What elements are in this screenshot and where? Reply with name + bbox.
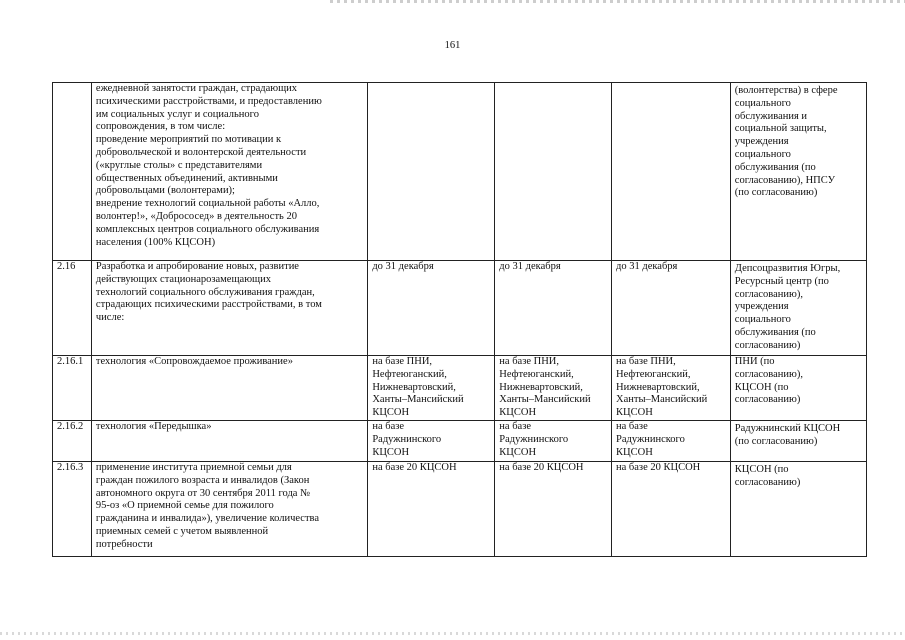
measures-table — [52, 82, 867, 557]
cell-deadline-2: до 31 декабря — [495, 261, 612, 356]
cell-measure: Разработка и апробирование новых, развитие действующих стационарозамещающих технологий социального обслуживания граждан, страдающих психическими расстройствами, в том числе: — [91, 261, 367, 356]
table-row — [53, 83, 867, 261]
cell-number: 2.16 — [53, 261, 92, 356]
cell-deadline-1: на базе ПНИ, Нефтеюганский, Нижневартовский, Ханты–Мансийский КЦСОН — [368, 356, 495, 421]
table-row — [53, 356, 867, 421]
cell-responsible: (волонтерства) в сфере социального обслуживания и социальной защиты, учреждения социального обслуживания (по согласованию), НПСУ (по согласованию) — [730, 83, 866, 261]
cell-deadline-1 — [368, 83, 495, 261]
cell-number — [53, 83, 92, 261]
cell-number: 2.16.1 — [53, 356, 92, 421]
cell-deadline-3 — [612, 83, 731, 261]
cell-number: 2.16.3 — [53, 462, 92, 557]
cell-deadline-1: до 31 декабря — [368, 261, 495, 356]
cell-deadline-3: до 31 декабря — [612, 261, 731, 356]
cell-deadline-3: на базе ПНИ, Нефтеюганский, Нижневартовский, Ханты–Мансийский КЦСОН — [612, 356, 731, 421]
table-row — [53, 261, 867, 356]
cell-measure: применение института приемной семьи для граждан пожилого возраста и инвалидов (Закон автономного округа от 30 сентября 2011 года № 95-оз «О приемной семье для пожилого гражданина и инвалида»), увеличение количества приемных семей с учетом выявленной потребности — [91, 462, 367, 557]
cell-responsible: ПНИ (по согласованию), КЦСОН (по согласованию) — [730, 356, 866, 421]
cell-deadline-2: на базе 20 КЦСОН — [495, 462, 612, 557]
cell-deadline-3: на базе Радужнинского КЦСОН — [612, 421, 731, 462]
cell-deadline-1: на базе 20 КЦСОН — [368, 462, 495, 557]
table-row — [53, 421, 867, 462]
cell-deadline-2 — [495, 83, 612, 261]
cell-responsible: Депсоцразвития Югры, Ресурсный центр (по согласованию), учреждения социального обслуживания (по согласованию) — [730, 261, 866, 356]
cell-measure: технология «Передышка» — [91, 421, 367, 462]
cell-responsible: Радужнинский КЦСОН (по согласованию) — [730, 421, 866, 462]
page-number: 161 — [444, 40, 461, 51]
cell-deadline-3: на базе 20 КЦСОН — [612, 462, 731, 557]
cell-deadline-2: на базе ПНИ, Нефтеюганский, Нижневартовский, Ханты–Мансийский КЦСОН — [495, 356, 612, 421]
cell-measure: ежедневной занятости граждан, страдающих психическими расстройствами, и предоставлению им социальных услуг и социального сопровождения, в том числе: проведение мероприятий по мотивации к добровольческой и волонтерской деятельности («круглые столы» с представителями общественных объединений, активными добровольцами (волонтерами); внедрение технологий социальной работы «Алло, волонтер!», «Добрососед» в деятельность 20 комплексных центров социального обслуживания населения (100% КЦСОН) — [91, 83, 367, 261]
scan-edge-bottom — [0, 632, 905, 635]
cell-responsible: КЦСОН (по согласованию) — [730, 462, 866, 557]
cell-measure: технология «Сопровождаемое проживание» — [91, 356, 367, 421]
cell-deadline-2: на базе Радужнинского КЦСОН — [495, 421, 612, 462]
cell-deadline-1: на базе Радужнинского КЦСОН — [368, 421, 495, 462]
scan-edge-top — [330, 0, 905, 3]
table-row — [53, 462, 867, 557]
cell-number: 2.16.2 — [53, 421, 92, 462]
